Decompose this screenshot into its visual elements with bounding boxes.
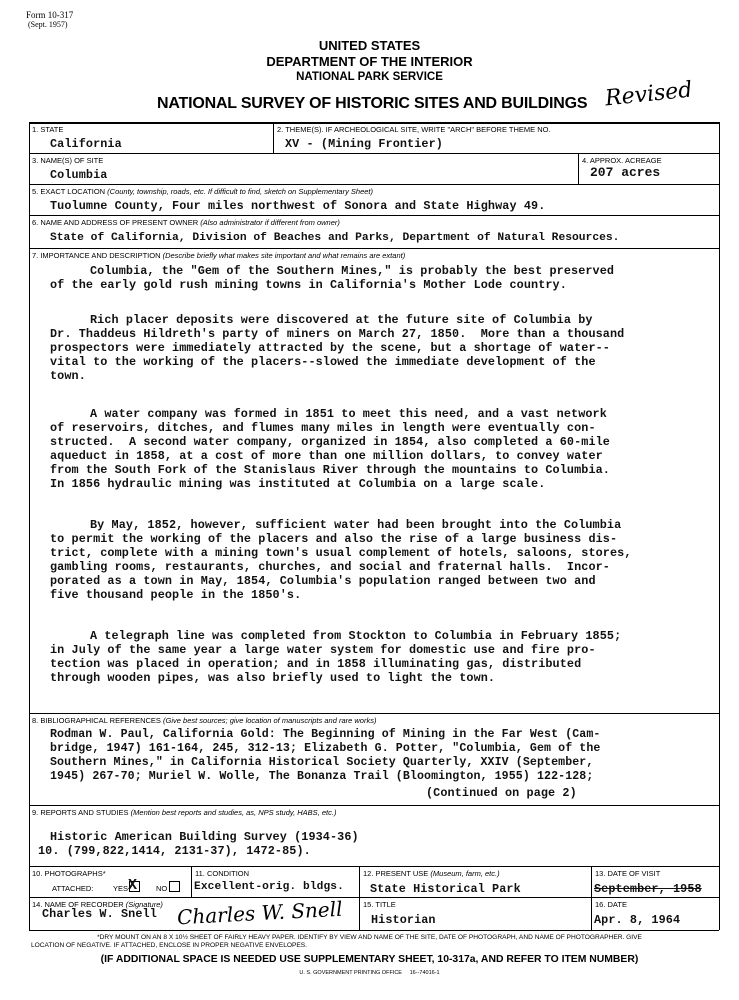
- form-date: (Sept. 1957): [28, 20, 68, 29]
- acreage-value: 207 acres: [590, 165, 661, 180]
- desc-p2-line-5: town.: [50, 369, 86, 383]
- photographs-label: 10. PHOTOGRAPHS*: [32, 869, 106, 878]
- agency-line-3: NATIONAL PARK SERVICE: [296, 71, 443, 83]
- footer-instruction: (IF ADDITIONAL SPACE IS NEEDED USE SUPPLEMENTARY SHEET, 10-317a, AND REFER TO ITEM NUMBER): [100, 954, 639, 965]
- present-use-label-group: [363, 869, 500, 878]
- desc-p4-line-4: gambling rooms, restaurants, churches, and social and fraternal halls. Incor-: [50, 560, 610, 574]
- divider-condition-use: [359, 866, 360, 930]
- divider-name-acreage: [578, 153, 579, 184]
- attached-label: ATTACHED:: [52, 884, 94, 893]
- desc-p5-line-2: in July of the same year a large water system for domestic use and fire pro-: [50, 643, 596, 657]
- location-label-group: [32, 187, 373, 196]
- desc-p2-line-4: vital to the working of the placers--slowed the immediate development of the: [50, 355, 596, 369]
- reports-label-group: [32, 808, 336, 817]
- desc-p5-line-1: A telegraph line was completed from Stockton to Columbia in February 1855;: [90, 629, 622, 643]
- reports-hint: (Mention best reports and studies, as, NPS study, HABS, etc.): [130, 808, 337, 817]
- yes-label: YES: [113, 884, 129, 893]
- footer-note-line-1: *DRY MOUNT ON AN 8 X 10½ SHEET OF FAIRLY HEAVY PAPER. IDENTIFY BY VIEW AND NAME OF THE SITE, DATE OF PHOTOGRAPH, AND NAME OF PHOTOGRAPHER. GIVE: [97, 934, 642, 941]
- no-label: NO: [156, 884, 168, 893]
- desc-p1-line-1: Columbia, the "Gem of the Southern Mines," is probably the best preserved: [90, 264, 615, 278]
- divider-row2: [29, 184, 719, 185]
- form-bottom-border: [29, 930, 719, 931]
- present-use-value: State Historical Park: [370, 882, 521, 896]
- importance-label-group: [32, 251, 405, 260]
- owner-label: 6. NAME AND ADDRESS OF PRESENT OWNER: [32, 218, 199, 227]
- survey-title: NATIONAL SURVEY OF HISTORIC SITES AND BUILDINGS: [157, 95, 588, 112]
- site-names-value: Columbia: [50, 168, 108, 182]
- title-label: 15. TITLE: [363, 900, 396, 909]
- no-checkbox[interactable]: [169, 881, 180, 892]
- desc-p3-line-2: of reservoirs, ditches, and flumes many miles in length were eventually con-: [50, 421, 596, 435]
- desc-p3-line-1: A water company was formed in 1851 to meet this need, and a vast network: [90, 407, 607, 421]
- footer-note-line-2: LOCATION OF NEGATIVE. IF ATTACHED, ENCLOSE IN PROPER NEGATIVE ENVELOPES.: [31, 942, 308, 949]
- divider-row3: [29, 215, 719, 216]
- bibliography-label: 8. BIBLIOGRAPHICAL REFERENCES: [32, 716, 161, 725]
- divider-bottom-mid: [276, 897, 719, 898]
- description-paragraph-1: [50, 264, 614, 292]
- divider-photo-condition: [191, 866, 192, 897]
- form-right-border: [719, 122, 720, 930]
- condition-value: Excellent-orig. bldgs.: [194, 881, 344, 893]
- divider-row4: [29, 248, 719, 249]
- state-label: 1. STATE: [32, 125, 64, 134]
- divider-bottom-grid: [29, 866, 719, 867]
- date-value: Apr. 8, 1964: [594, 913, 681, 927]
- desc-p2-line-2: Dr. Thaddeus Hildreth's party of miners on March 27, 1850. More than a thousand: [50, 327, 625, 341]
- footer-printing-office: U. S. GOVERNMENT PRINTING OFFICE 16--74016-1: [299, 970, 440, 976]
- location-label: 5. EXACT LOCATION: [32, 187, 106, 196]
- desc-p3-line-6: In 1856 hydraulic mining was instituted at Columbia on a large scale.: [50, 477, 546, 491]
- desc-p4-line-1: By May, 1852, however, sufficient water had been brought into the Columbia: [90, 518, 622, 532]
- desc-p4-line-5: porated as a town in May, 1854, Columbia's population ranged between two and: [50, 574, 596, 588]
- importance-label: 7. IMPORTANCE AND DESCRIPTION: [32, 251, 161, 260]
- agency-line-2: DEPARTMENT OF THE INTERIOR: [266, 54, 473, 69]
- date-label: 16. DATE: [595, 900, 627, 909]
- present-use-label: 12. PRESENT USE: [363, 869, 429, 878]
- divider-row1: [29, 153, 719, 154]
- owner-label-group: [32, 218, 340, 227]
- description-paragraph-5: [50, 629, 621, 685]
- divider-biblio: [29, 713, 719, 714]
- themes-label: 2. THEME(S). IF ARCHEOLOGICAL SITE, WRITE "ARCH" BEFORE THEME NO.: [277, 125, 551, 134]
- desc-p1-line-2: of the early gold rush mining towns in California's Mother Lode country.: [50, 278, 567, 292]
- date-of-visit-value: September, 1958: [594, 882, 702, 896]
- bibliography-line-3: Southern Mines," in California Historical Society Quarterly, XXIV (September,: [50, 756, 594, 769]
- bibliography-body: [50, 728, 600, 784]
- bibliography-hint: (Give best sources; give location of manuscripts and rare works): [163, 716, 377, 725]
- form-number: Form 10-317: [26, 10, 74, 20]
- handwritten-revised-note: Revised: [603, 77, 694, 112]
- state-value: California: [50, 137, 122, 151]
- yes-checkbox-mark: X: [128, 877, 138, 894]
- location-hint: (County, township, roads, etc. If difficult to find, sketch on Supplementary Sheet): [107, 187, 374, 196]
- bibliography-line-2: bridge, 1947) 161-164, 245, 312-13; Elizabeth G. Potter, "Columbia, Gem of the: [50, 742, 601, 755]
- desc-p2-line-1: Rich placer deposits were discovered at the future site of Columbia by: [90, 313, 593, 327]
- title-value: Historian: [371, 913, 436, 927]
- owner-value: State of California, Division of Beaches and Parks, Department of Natural Resources.: [50, 232, 620, 244]
- form-left-border: [29, 122, 30, 930]
- recorder-label: 14. NAME OF RECORDER: [32, 900, 124, 909]
- desc-p4-line-2: to permit the working of the placers and also the rise of a large business dis-: [50, 532, 618, 546]
- desc-p3-line-3: structed. A second water company, organized in 1854, also completed a 60-mile: [50, 435, 610, 449]
- present-use-hint: (Museum, farm, etc.): [430, 869, 500, 878]
- owner-hint: (Also administrator if different from owner): [200, 218, 340, 227]
- divider-use-visit: [591, 866, 592, 930]
- form-top-border: [29, 122, 719, 124]
- recorder-value: Charles W. Snell: [42, 907, 157, 921]
- bibliography-continued: (Continued on page 2): [426, 786, 577, 800]
- themes-value: XV - (Mining Frontier): [285, 137, 443, 151]
- reports-line-1: Historic American Building Survey (1934-36): [50, 830, 359, 844]
- divider-state-theme: [273, 122, 274, 153]
- desc-p3-line-5: from the South Fork of the Stanislaus River through the mountains to Columbia.: [50, 463, 610, 477]
- condition-label: 11. CONDITION: [195, 869, 250, 878]
- desc-p2-line-3: prospectors were immediately attracted by the scene, but a shortage of water--: [50, 341, 610, 355]
- description-paragraph-3: [50, 407, 610, 491]
- description-paragraph-2: [50, 313, 624, 383]
- description-paragraph-4: [50, 518, 632, 602]
- desc-p5-line-3: tection was placed in operation; and in 1858 illuminating gas, distributed: [50, 657, 582, 671]
- desc-p3-line-4: aqueduct in 1858, at a cost of more than one million dollars, to convey water: [50, 449, 603, 463]
- reports-line-2: 10. (799,822,1414, 2131-37), 1472-85).: [38, 844, 311, 858]
- divider-reports: [29, 805, 719, 806]
- recorder-hint: (Signature): [125, 900, 163, 909]
- desc-p4-line-6: five thousand people in the 1850's.: [50, 588, 302, 602]
- divider-row-recorder: [29, 897, 276, 898]
- acreage-label: 4. APPROX. ACREAGE: [582, 156, 662, 165]
- desc-p4-line-3: trict, complete with a mining town's usual complement of hotels, saloons, stores,: [50, 546, 632, 560]
- reports-label: 9. REPORTS AND STUDIES: [32, 808, 129, 817]
- bibliography-line-1: Rodman W. Paul, California Gold: The Beginning of Mining in the Far West (Cam-: [50, 728, 601, 741]
- site-names-label: 3. NAME(S) OF SITE: [32, 156, 104, 165]
- agency-line-1: UNITED STATES: [318, 38, 421, 53]
- date-of-visit-label: 13. DATE OF VISIT: [595, 869, 661, 878]
- desc-p5-line-4: through wooden pipes, was also briefly used to light the town.: [50, 671, 496, 685]
- importance-hint: (Describe briefly what makes site important and what remains are extant): [162, 251, 406, 260]
- location-value: Tuolumne County, Four miles northwest of Sonora and State Highway 49.: [50, 199, 546, 213]
- recorder-signature: Charles W. Snell: [176, 896, 344, 930]
- bibliography-label-group: [32, 716, 376, 725]
- bibliography-line-4: 1945) 267-70; Muriel W. Wolle, The Bonanza Trail (Bloomington, 1955) 122-128;: [50, 770, 594, 783]
